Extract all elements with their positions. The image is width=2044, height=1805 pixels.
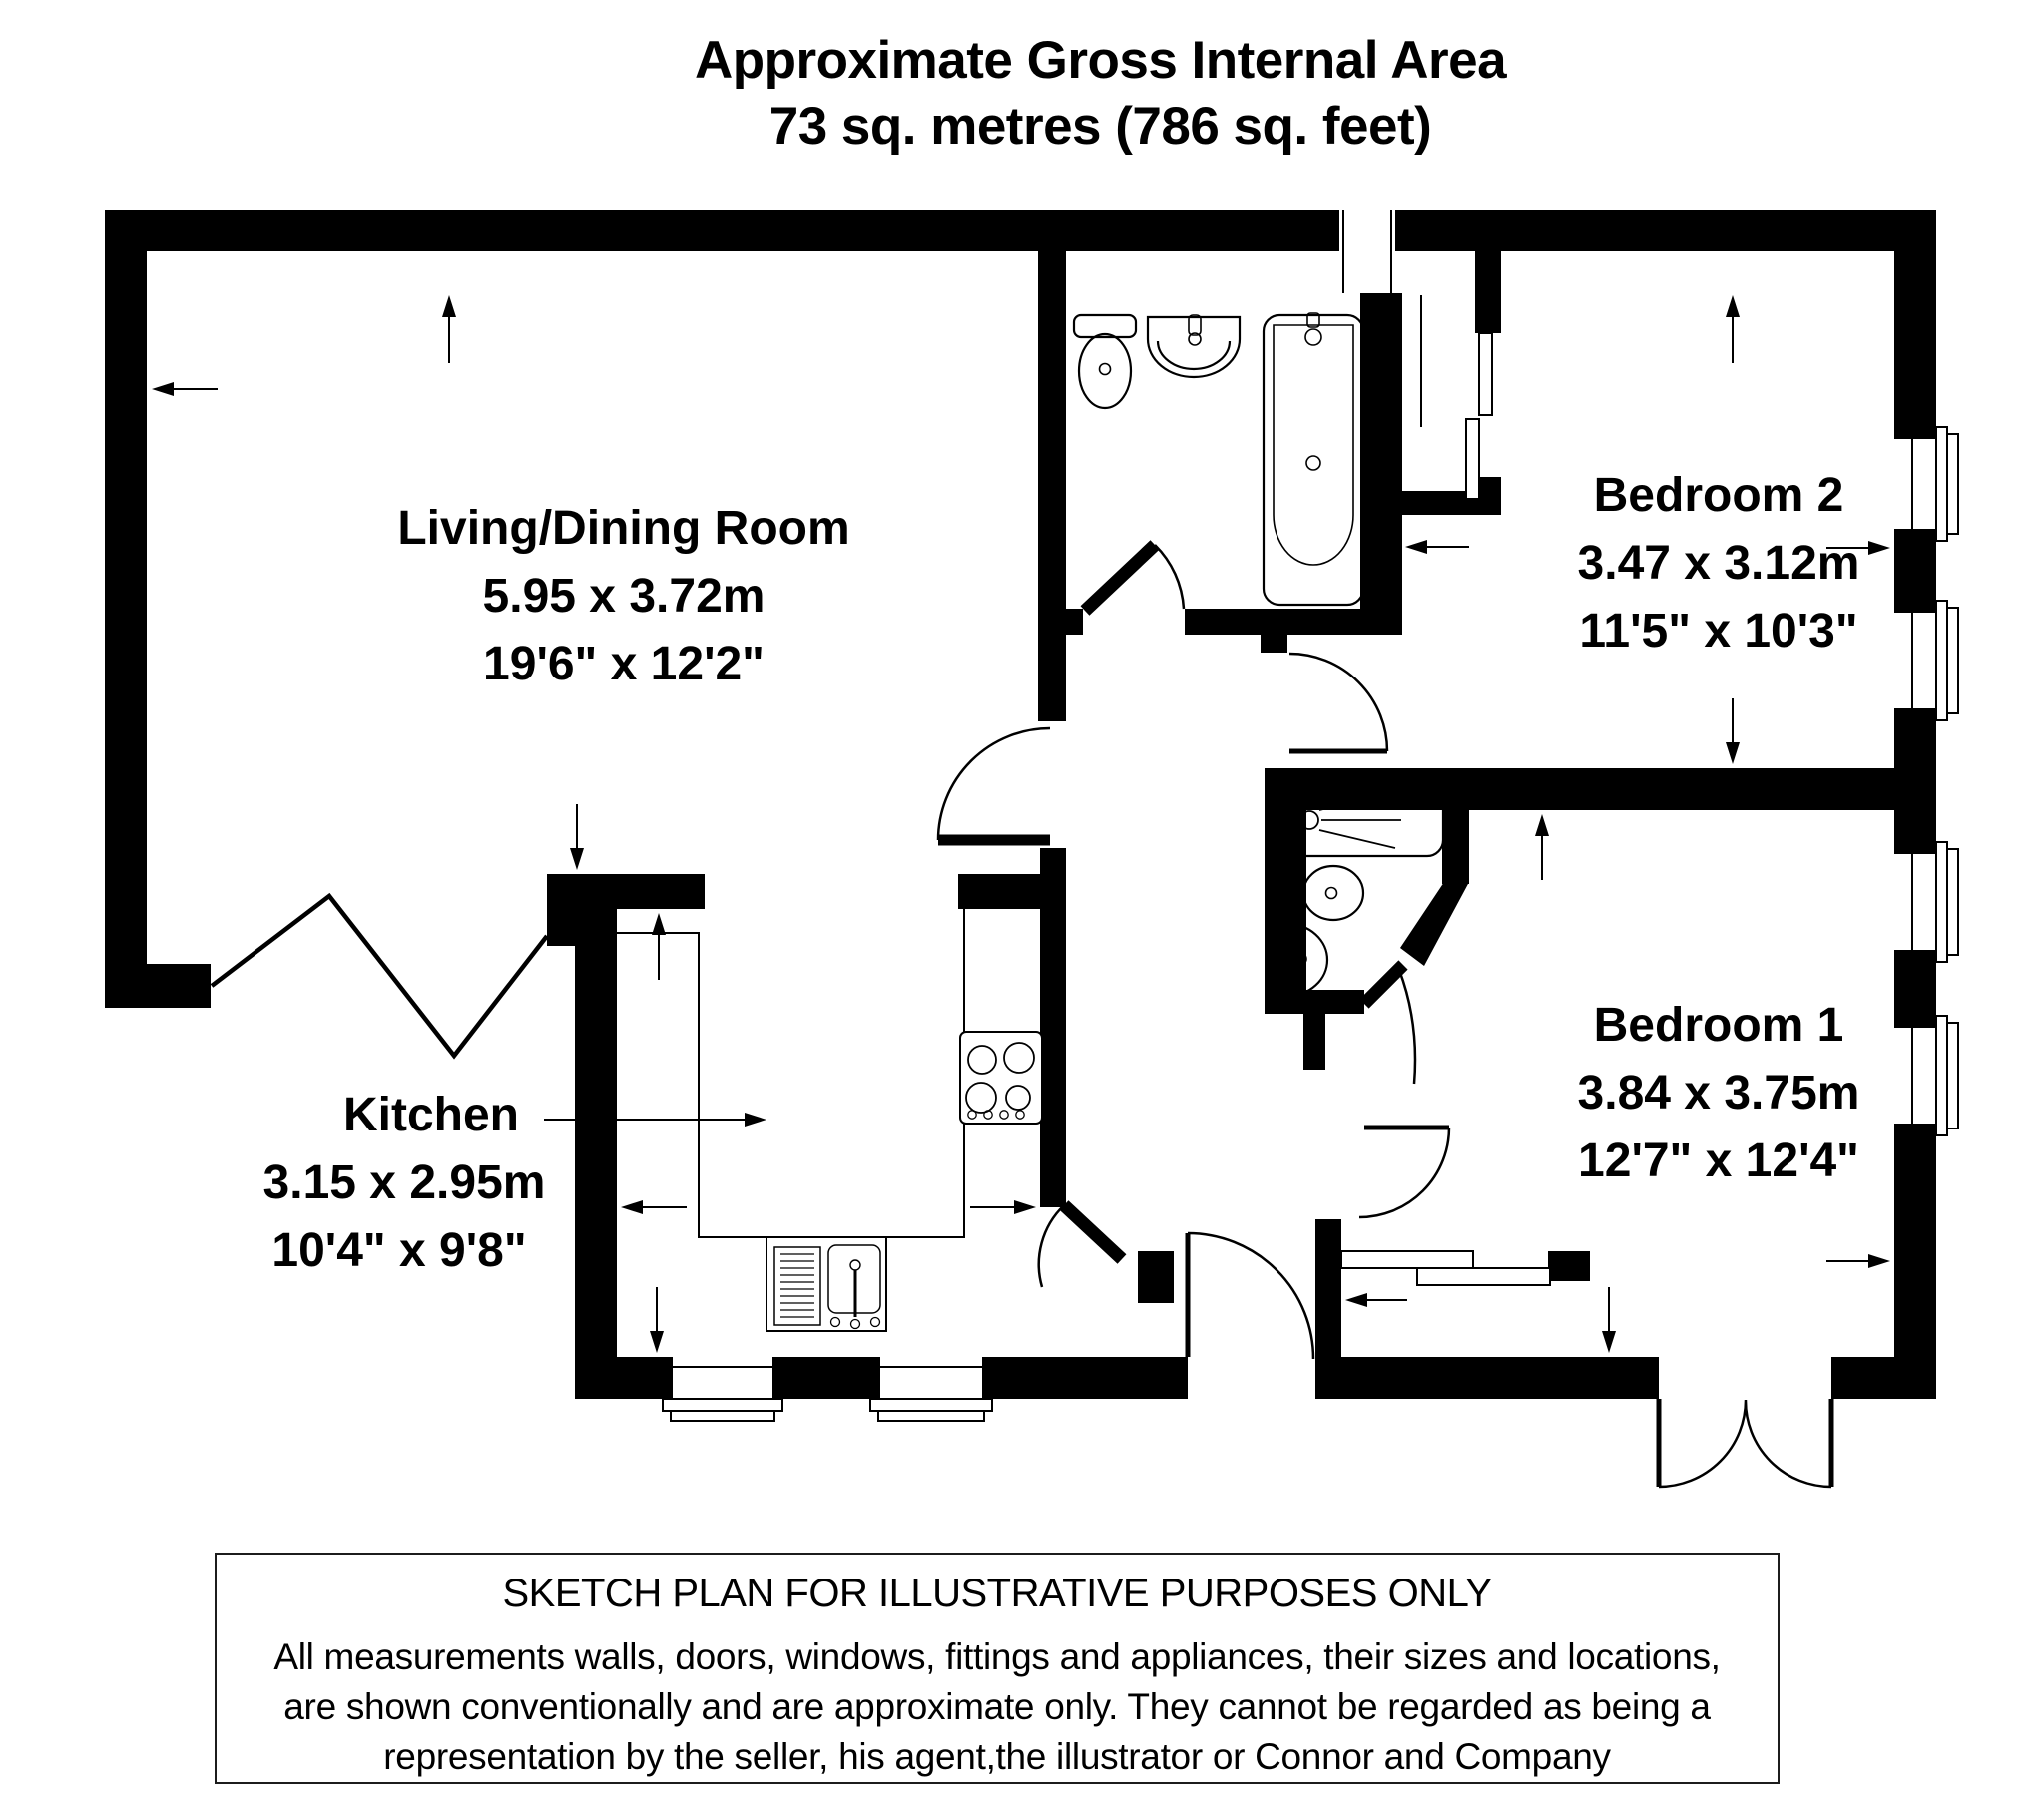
bedroom1-metric: 3.84 x 3.75m xyxy=(1577,1067,1860,1120)
bedroom1-imperial: 12'7" x 12'4" xyxy=(1578,1134,1859,1187)
title-line2: 73 sq. metres (786 sq. feet) xyxy=(768,97,1432,156)
disclaimer-heading: SKETCH PLAN FOR ILLUSTRATIVE PURPOSES ONLY xyxy=(502,1572,1492,1615)
bath-outline xyxy=(1264,315,1363,605)
disclaimer-line-1: All measurements walls, doors, windows, fittings and appliances, their sizes and locations, xyxy=(273,1636,1721,1677)
title-line1: Approximate Gross Internal Area xyxy=(694,31,1507,90)
bathroom-fixtures xyxy=(1074,313,1363,605)
disclaimer-line-2: are shown conventionally and are approximate only. They cannot be regarded as being a xyxy=(283,1686,1711,1727)
bedroom2-imperial: 11'5" x 10'3" xyxy=(1579,605,1858,658)
disclaimer-line-3: representation by the seller, his agent,the illustrator or Connor and Company xyxy=(383,1736,1611,1777)
kitchen-imperial: 10'4" x 9'8" xyxy=(271,1224,527,1277)
disclaimer-body xyxy=(217,1632,1778,1782)
bath-drain xyxy=(1306,456,1320,470)
break-line-zigzag xyxy=(212,896,547,1056)
bedroom1-name: Bedroom 1 xyxy=(1593,999,1844,1052)
living-room-metric: 5.95 x 3.72m xyxy=(482,570,766,623)
door-leaf-thick xyxy=(1064,545,1403,1259)
toilet-bowl xyxy=(1079,334,1131,408)
living-room-imperial: 19'6" x 12'2" xyxy=(483,638,765,690)
bedroom2-metric: 3.47 x 3.12m xyxy=(1577,537,1860,590)
walls xyxy=(105,210,1936,1399)
kitchen-counter xyxy=(617,909,964,1237)
kitchen-metric: 3.15 x 2.95m xyxy=(262,1156,546,1209)
ensuite-toilet-bowl xyxy=(1303,866,1363,920)
toilet-flush xyxy=(1100,364,1111,375)
disclaimer-box xyxy=(215,1553,1780,1784)
closet-door-panels xyxy=(1466,333,1492,499)
living-room-name: Living/Dining Room xyxy=(397,502,850,555)
kitchen-name: Kitchen xyxy=(342,1089,520,1141)
ensuite-toilet-flush xyxy=(1326,888,1337,899)
bedroom2-name: Bedroom 2 xyxy=(1593,469,1844,522)
wardrobe-sliding-doors xyxy=(1341,1251,1550,1285)
bath-inner xyxy=(1274,325,1353,565)
bath-tap xyxy=(1305,329,1321,345)
